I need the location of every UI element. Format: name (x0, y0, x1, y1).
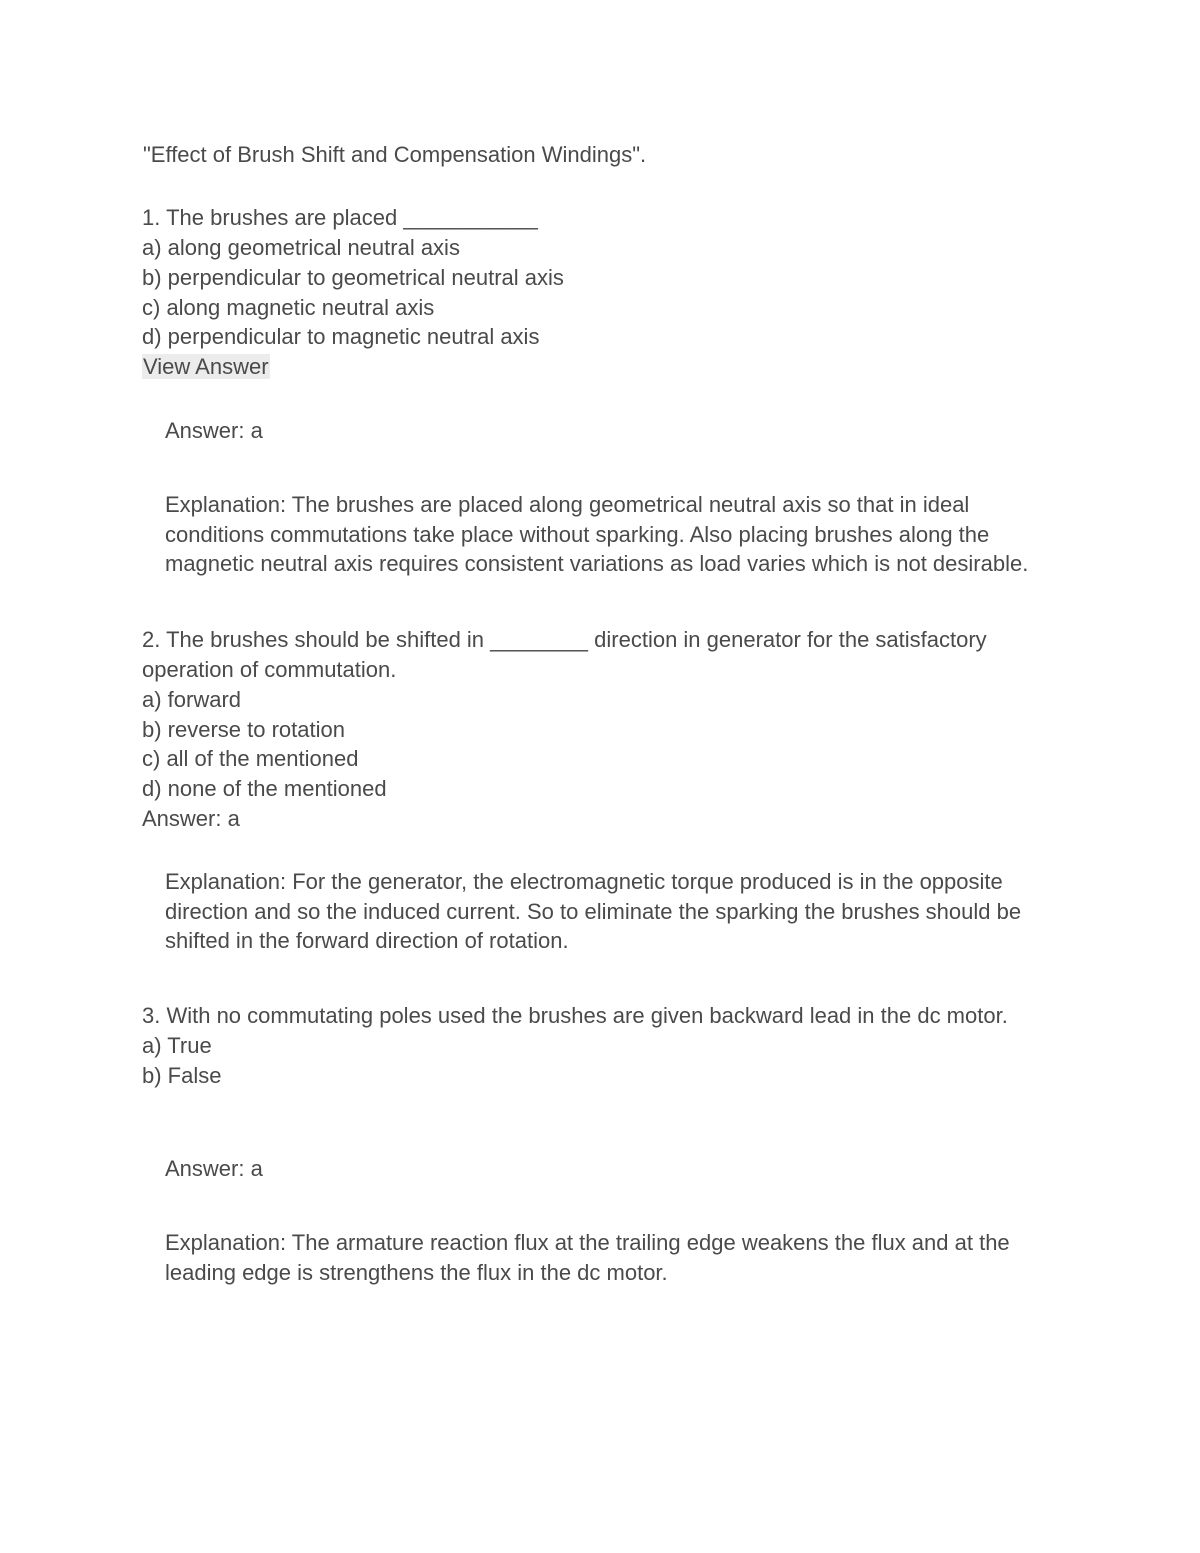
explanation-line: leading edge is strengthens the flux in the dc motor. (165, 1259, 668, 1285)
explanation-line: conditions commutations take place without sparking. Also placing brushes along the (165, 521, 990, 547)
question-1-option-b: b) perpendicular to geometrical neutral axis (142, 265, 564, 290)
question-3-answer: Answer: a (165, 1156, 263, 1181)
explanation-line: Explanation: The armature reaction flux at the trailing edge weakens the flux and at the (165, 1230, 1010, 1255)
question-1-text: 1. The brushes are placed ___________ (142, 205, 538, 230)
explanation-line: Explanation: The brushes are placed along geometrical neutral axis so that in ideal (165, 492, 970, 517)
explanation-line: direction and so the induced current. So to eliminate the sparking the brushes should be (165, 898, 1022, 924)
question-1-answer: Answer: a (165, 418, 263, 443)
question-2-text (142, 625, 987, 684)
question-2-option-a: a) forward (142, 687, 242, 712)
question-2-answer: Answer: a (142, 806, 240, 831)
question-3-text: 3. With no commutating poles used the brushes are given backward lead in the dc motor. (142, 1003, 1008, 1028)
explanation-line: shifted in the forward direction of rotation. (165, 928, 569, 954)
question-2-option-c: c) all of the mentioned (142, 746, 359, 771)
explanation-line: Explanation: For the generator, the electromagnetic torque produced is in the opposite (165, 869, 1003, 894)
question-3-option-b: b) False (142, 1063, 222, 1088)
question-1-option-d: d) perpendicular to magnetic neutral axis (142, 324, 540, 349)
document-title: "Effect of Brush Shift and Compensation Windings". (143, 142, 647, 167)
question-1-option-c: c) along magnetic neutral axis (142, 295, 435, 320)
view-answer-button[interactable]: View Answer (143, 354, 269, 379)
question-1-explanation (165, 490, 1028, 579)
question-2-option-d: d) none of the mentioned (142, 776, 387, 801)
question-line: 2. The brushes should be shifted in ________ direction in generator for the satisfactory (142, 627, 987, 652)
question-line: operation of commutation. (142, 656, 397, 682)
question-2-option-b: b) reverse to rotation (142, 717, 345, 742)
question-3-option-a: a) True (142, 1033, 212, 1058)
question-1-option-a: a) along geometrical neutral axis (142, 235, 460, 260)
question-2-explanation (165, 867, 1021, 956)
question-3-explanation (165, 1228, 1010, 1287)
explanation-line: magnetic neutral axis requires consistent variations as load varies which is not desirable. (165, 551, 1029, 577)
